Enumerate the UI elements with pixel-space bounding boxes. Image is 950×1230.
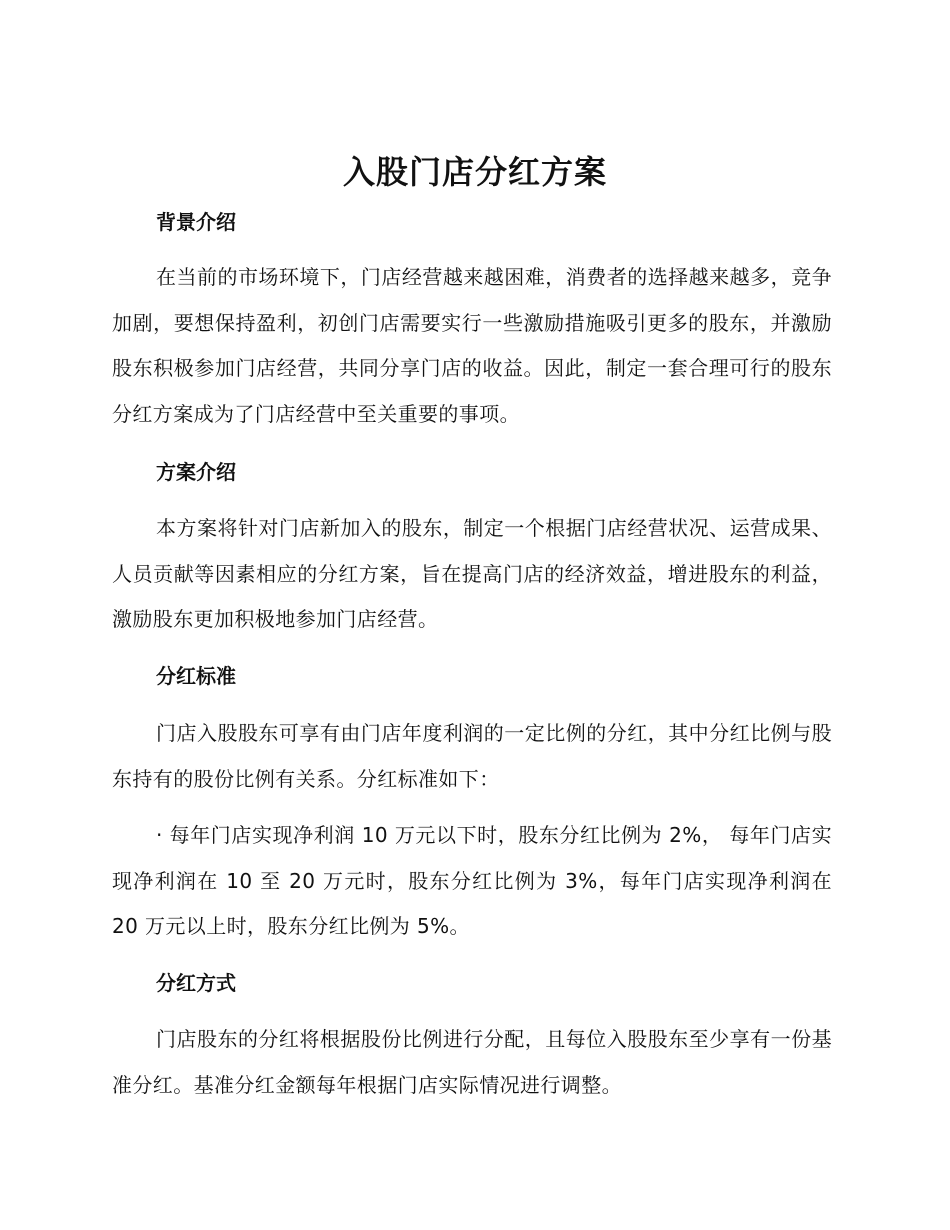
section-heading-plan: 方案介绍 <box>156 460 236 484</box>
section-heading-background: 背景介绍 <box>156 210 236 234</box>
section-heading-method: 分红方式 <box>156 971 236 995</box>
section-paragraph-plan: 本方案将针对门店新加入的股东，制定一个根据门店经营状况、运营成果、人员贡献等因素相应的分红方案，旨在提高门店的经济效益，增进股东的利益，激励股东更加积极地参加门店经营。 <box>112 516 832 631</box>
section-paragraph-standard: 门店入股股东可享有由门店年度利润的一定比例的分红，其中分红比例与股东持有的股份比例有关系。分红标准如下： <box>112 721 832 791</box>
section-heading-standard: 分红标准 <box>156 664 236 688</box>
section-paragraph-background: 在当前的市场环境下，门店经营越来越困难，消费者的选择越来越多，竞争加剧，要想保持盈利，初创门店需要实行一些激励措施吸引更多的股东，并激励股东积极参加门店经营，共同分享门店的收益。因此，制定一套合理可行的股东分红方案成为了门店经营中至关重要的事项。 <box>112 265 832 426</box>
document-title: 入股门店分红方案 <box>342 153 607 191</box>
standard-bullet-item: · 每年门店实现净利润 10 万元以下时，股东分红比例为 2%， 每年门店实现净利润在 10 至 20 万元时，股东分红比例为 3%，每年门店实现净利润在 20 万元以上时，股东分红比例为 5%。 <box>112 823 832 938</box>
section-paragraph-method: 门店股东的分红将根据股份比例进行分配，且每位入股股东至少享有一份基准分红。基准分红金额每年根据门店实际情况进行调整。 <box>112 1027 832 1097</box>
